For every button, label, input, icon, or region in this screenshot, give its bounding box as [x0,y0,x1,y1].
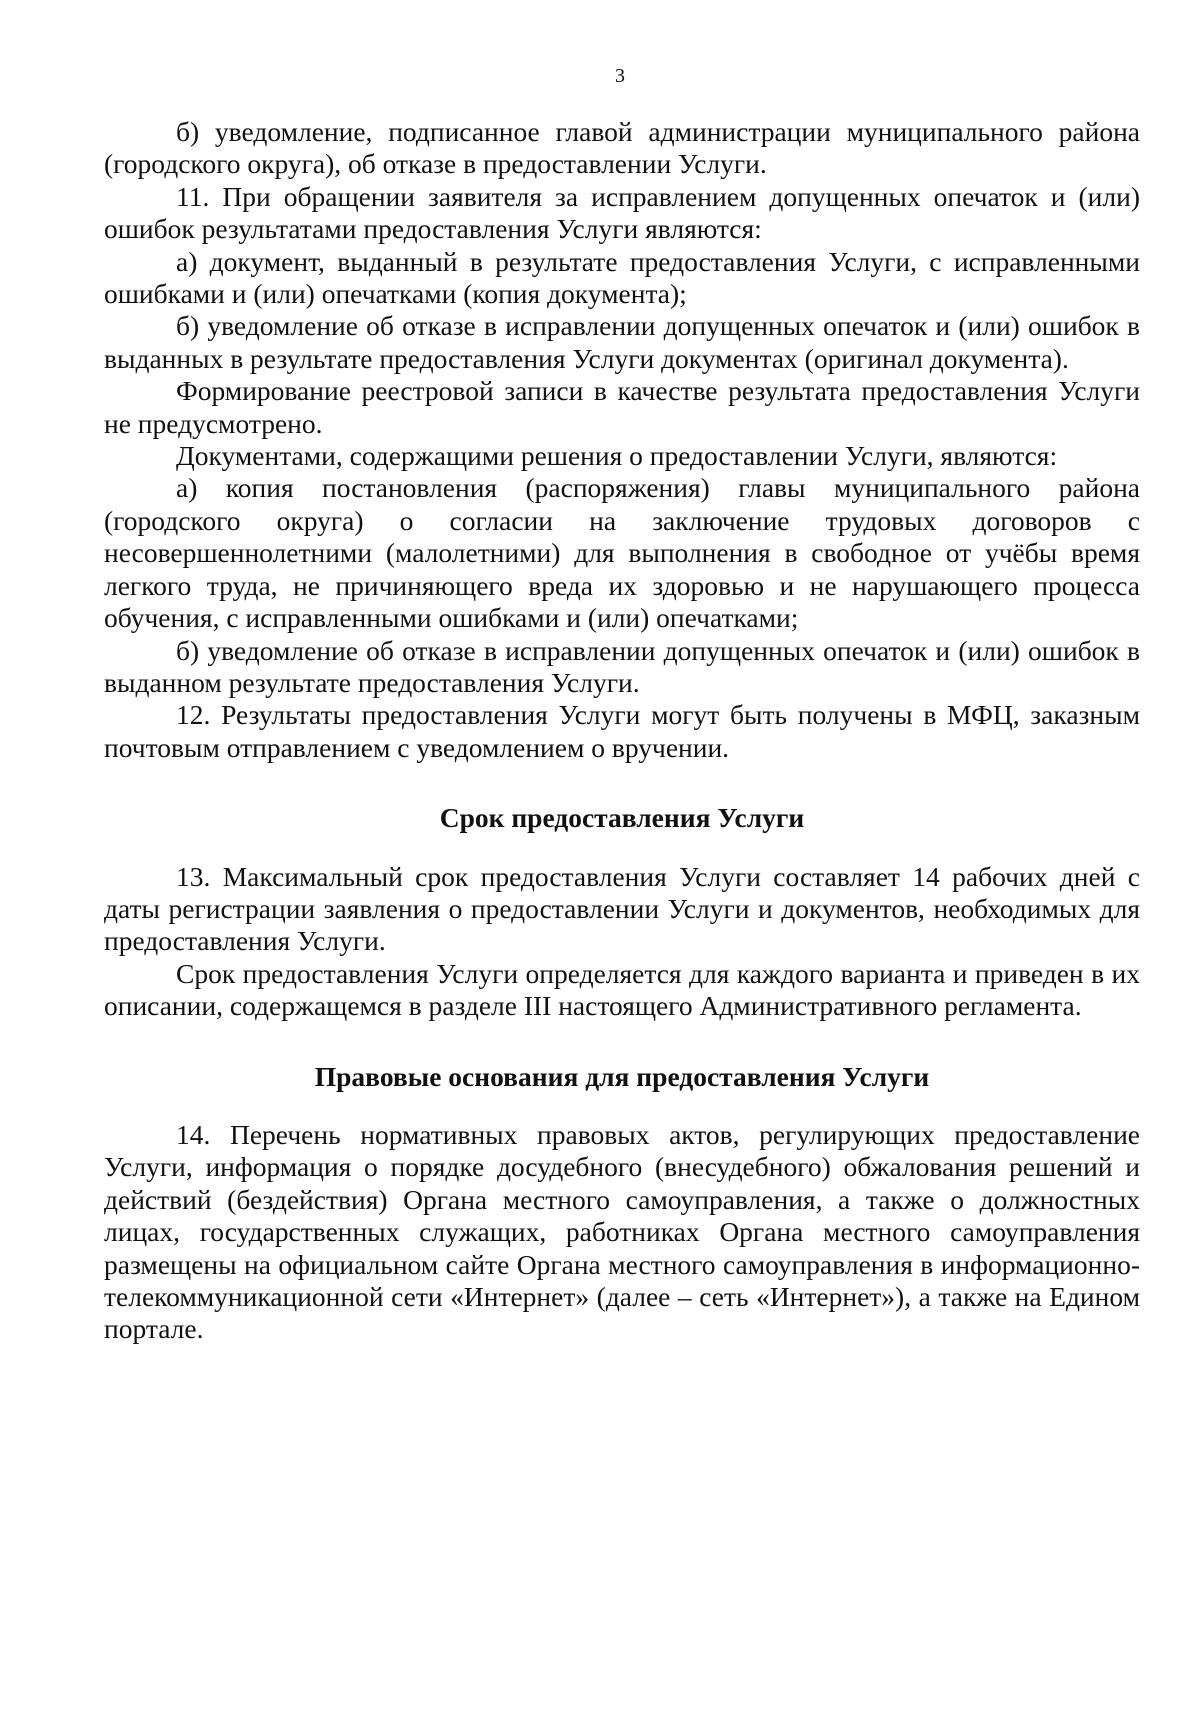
paragraph: 13. Максимальный срок предоставления Услуги составляет 14 рабочих дней с даты регистрации заявления о предоставлении Услуги и документов, необходимых для предоставления Услуги. [104,860,1140,957]
paragraph: 14. Перечень нормативных правовых актов, регулирующих предоставление Услуги, информация о порядке досудебного (внесудебного) обжалования решений и действий (бездействия) Органа местного самоуправления, а также о должностных лицах, государственных служащих, работниках Органа местного самоуправления размещены на официальном сайте Органа местного самоуправления в информационно-телекоммуникационной сети «Интернет» (далее – сеть «Интернет»), а также на Едином портале. [104,1118,1140,1345]
paragraph: б) уведомление, подписанное главой администрации муниципального района (городского округа), об отказе в предоставлении Услуги. [104,116,1140,180]
document-body [104,116,1140,1346]
paragraph: 11. При обращении заявителя за исправлением допущенных опечаток и (или) ошибок результатами предоставления Услуги являются: [104,180,1140,245]
paragraph: б) уведомление об отказе в исправлении допущенных опечаток и (или) ошибок в выданных в результате предоставления Услуги документах (оригинал документа). [104,310,1140,374]
section-heading-legal-basis: Правовые основания для предоставления Услуги [314,1060,930,1092]
paragraph: Формирование реестровой записи в качестве результата предоставления Услуги не предусмотрено. [104,375,1140,439]
section-heading-term: Срок предоставления Услуги [439,802,805,834]
paragraph: Срок предоставления Услуги определяется для каждого варианта и приведен в их описании, содержащемся в разделе III настоящего Административного регламента. [104,957,1140,1022]
paragraph: 12. Результаты предоставления Услуги могут быть получены в МФЦ, заказным почтовым отправлением с уведомлением о вручении. [104,699,1140,763]
paragraph: а) документ, выданный в результате предоставления Услуги, с исправленными ошибками и (или) опечатками (копия документа); [104,245,1140,310]
page-number: 3 [615,65,625,87]
paragraph: Документами, содержащими решения о предоставлении Услуги, являются: [176,440,1058,472]
paragraph: а) копия постановления (распоряжения) главы муниципального района (городского округа) о согласии на заключение трудовых договоров с несовершеннолетними (малолетними) для выполнения в свободное от учёбы время легкого труда, не причиняющего вреда их здоровью и не нарушающего процесса обучения, с исправленными ошибками и (или) опечатками; [104,472,1140,634]
paragraph: б) уведомление об отказе в исправлении допущенных опечаток и (или) ошибок в выданном результате предоставления Услуги. [104,634,1140,698]
